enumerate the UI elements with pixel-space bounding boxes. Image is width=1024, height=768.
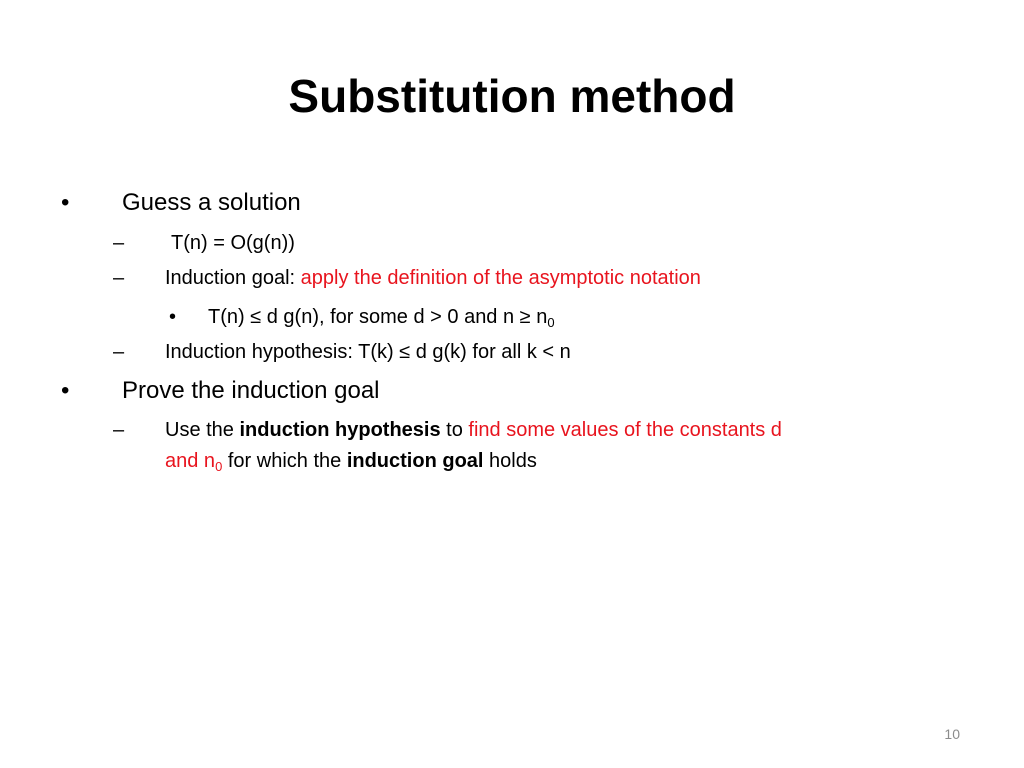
bullet-guess-solution: Guess a solution bbox=[122, 189, 301, 216]
subscript-zero: 0 bbox=[547, 315, 555, 330]
bullet-marker: • bbox=[61, 377, 70, 404]
slide-title: Substitution method bbox=[288, 70, 736, 122]
bold-induction-goal: induction goal bbox=[346, 450, 484, 472]
dash-marker: – bbox=[113, 267, 125, 289]
dash-marker: – bbox=[113, 341, 125, 363]
bullet-marker: • bbox=[169, 306, 177, 328]
text-segment: Use the bbox=[165, 419, 240, 441]
sub-bullet-use-hypothesis-line2 bbox=[165, 448, 537, 474]
text-segment: for which the bbox=[222, 450, 347, 472]
text-segment: holds bbox=[483, 450, 537, 472]
induction-goal-label: Induction goal: bbox=[165, 267, 301, 289]
text-segment: and n bbox=[165, 450, 216, 472]
sub-bullet-use-hypothesis-line1 bbox=[165, 417, 782, 443]
sub-bullet-guess-form: T(n) = O(g(n)) bbox=[171, 232, 295, 254]
red-and-n0 bbox=[165, 450, 222, 472]
sub-sub-bullet-goal-inequality bbox=[208, 304, 555, 330]
dash-marker: – bbox=[113, 419, 125, 441]
sub-bullet-induction-hypothesis: Induction hypothesis: T(k) ≤ d g(k) for all k < n bbox=[165, 341, 571, 363]
bold-induction-hypothesis: induction hypothesis bbox=[239, 419, 441, 441]
sub-bullet-induction-goal bbox=[165, 265, 701, 291]
induction-goal-highlight: apply the definition of the asymptotic notation bbox=[300, 267, 701, 289]
dash-marker: – bbox=[113, 232, 125, 254]
red-find-constants: find some values of the constants d bbox=[468, 419, 782, 441]
text-segment: to bbox=[440, 419, 469, 441]
bullet-marker: • bbox=[61, 189, 70, 216]
bullet-prove-goal: Prove the induction goal bbox=[122, 377, 380, 404]
page-number: 10 bbox=[944, 726, 960, 742]
subscript-zero: 0 bbox=[215, 459, 223, 474]
goal-inequality-text: T(n) ≤ d g(n), for some d > 0 and n ≥ n bbox=[208, 306, 548, 328]
